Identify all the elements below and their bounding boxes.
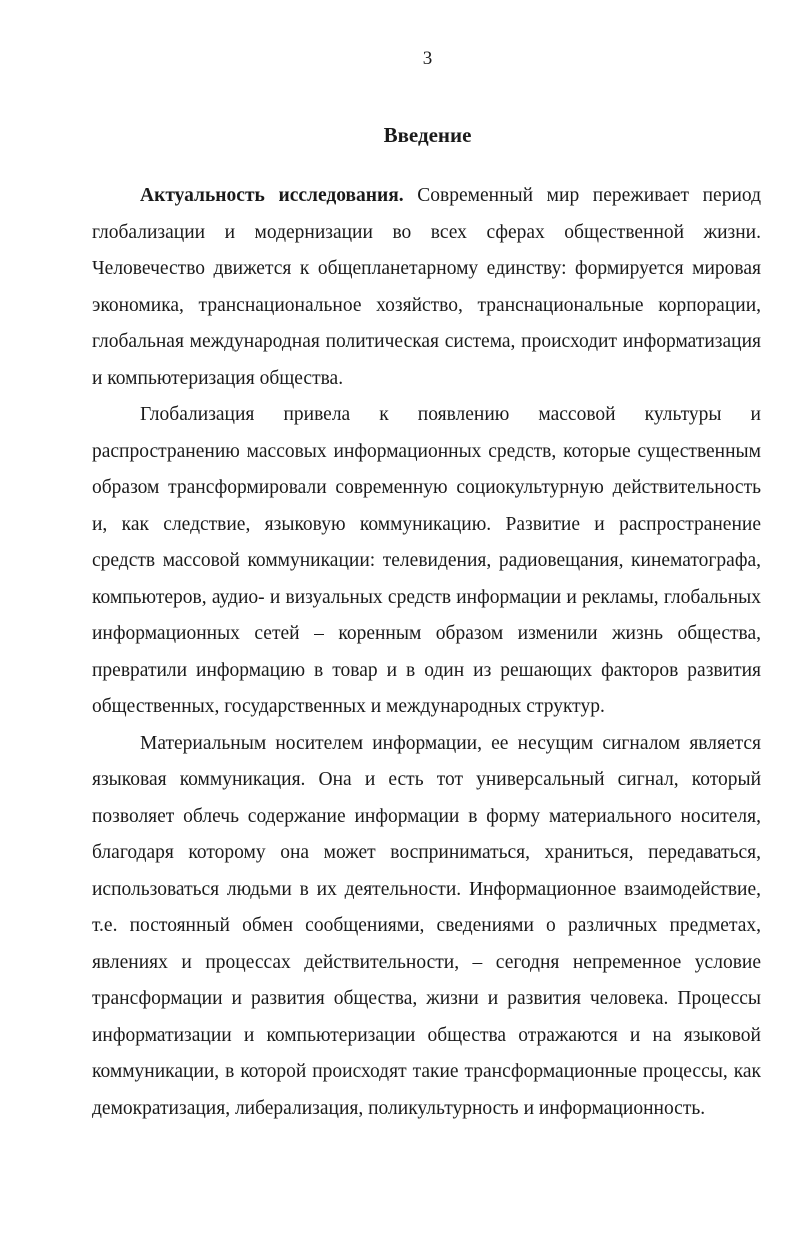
paragraph-globalization: Глобализация привела к появлению массовой культуры и распространению массовых информационных средств, которые существенным образом трансформировали современную социокультурную действительность и, как следствие, языковую коммуникацию. Развитие и распространение средств массовой коммуникации: телевидения, радиовещания, кинематографа, компьютеров, аудио- и визуальных средств информации и рекламы, глобальных информационных сетей – коренным образом изменили жизнь общества, превратили информацию в товар и в один из решающих факторов развития общественных, государственных и международных структур. <box>92 404 761 717</box>
page-title: Введение <box>383 123 472 147</box>
paragraph-relevance <box>92 178 761 397</box>
paragraph-lead: Актуальность исследования. <box>140 185 404 206</box>
body-text <box>92 178 761 1127</box>
paragraph-text: Современный мир переживает период глобализации и модернизации во всех сферах общественной жизни. Человечество движется к общепланетарному единству: формируется мировая экономика, транснациональное хозяйство, транснациональные корпорации, глобальная международная политическая система, происходит информатизация и компьютеризация общества. <box>92 185 762 389</box>
paragraph-communication: Материальным носителем информации, ее несущим сигналом является языковая коммуникация. Она и есть тот универсальный сигнал, который позволяет облечь содержание информации в форму материального носителя, благодаря которому она может восприниматься, храниться, передаваться, использоваться людьми в их деятельности. Информационное взаимодействие, т.е. постоянный обмен сообщениями, сведениями о различных предметах, явлениях и процессах действительности, – сегодня непременное условие трансформации и развития общества, жизни и развития человека. Процессы информатизации и компьютеризации общества отражаются и на языковой коммуникации, в которой происходят такие трансформационные процессы, как демократизация, либерализация, поликультурность и информационность. <box>92 732 761 1119</box>
page-number: 3 <box>422 48 433 69</box>
